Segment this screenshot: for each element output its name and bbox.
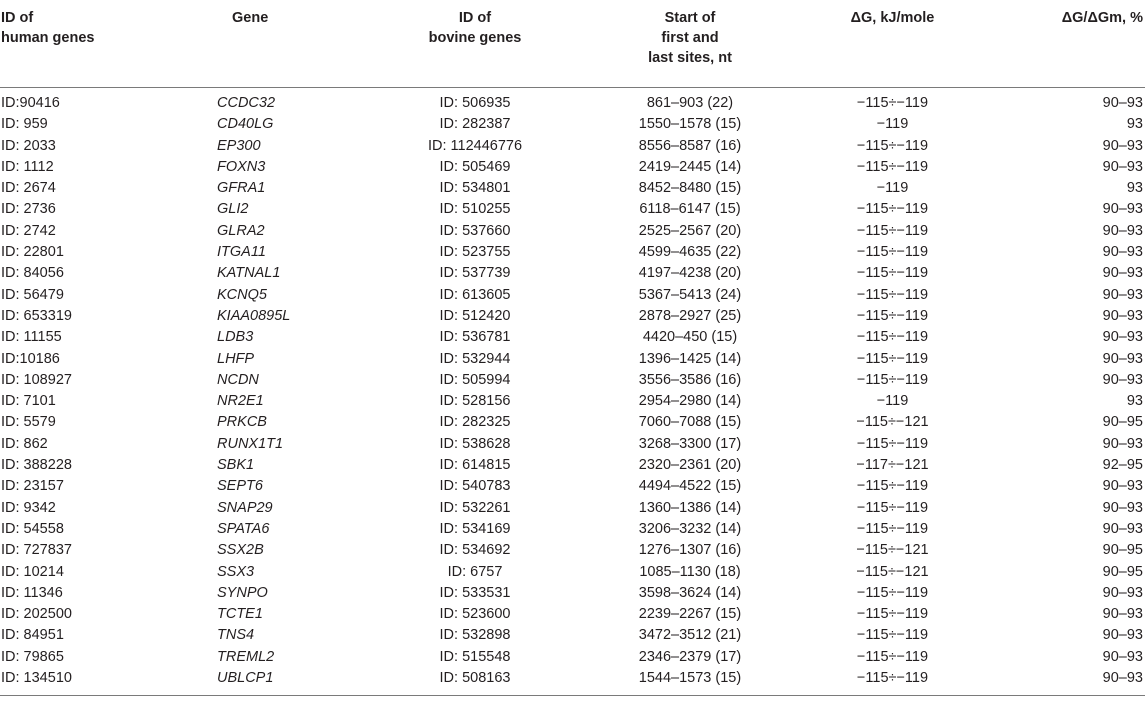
cell-bovine-id: ID: 523600 — [439, 606, 511, 623]
cell-bovine-id: ID: 613605 — [439, 286, 511, 303]
cell-gene: KCNQ5 — [217, 286, 267, 303]
table-row — [0, 540, 1145, 561]
cell-site-start: 8556–8587 (16) — [638, 137, 742, 154]
table-row — [0, 583, 1145, 604]
cell-site-start: 2346–2379 (17) — [638, 648, 742, 665]
cell-delta-g: −115÷−119 — [856, 670, 929, 687]
cell-bovine-id: ID: 536781 — [439, 329, 511, 346]
cell-gene: SSX3 — [217, 563, 255, 580]
cell-human-id: ID: 11155 — [1, 329, 62, 346]
cell-bovine-id: ID: 282325 — [439, 414, 511, 431]
table-row — [0, 434, 1145, 455]
cell-bovine-id: ID: 537739 — [439, 265, 511, 282]
cell-human-id: ID: 2736 — [1, 201, 56, 218]
table-row — [0, 306, 1145, 327]
cell-site-start: 1085–1130 (18) — [639, 563, 741, 580]
cell-bovine-id: ID: 532261 — [439, 499, 511, 516]
cell-delta-g: −115÷−121 — [856, 542, 929, 559]
table-row — [0, 391, 1145, 412]
cell-site-start: 4197–4238 (20) — [638, 265, 742, 282]
cell-delta-g: −115÷−121 — [856, 563, 929, 580]
cell-human-id: ID: 84951 — [1, 627, 64, 644]
cell-site-start: 3556–3586 (16) — [638, 371, 742, 388]
cell-delta-g: −115÷−119 — [856, 265, 929, 282]
cell-human-id: ID: 108927 — [1, 371, 72, 388]
table-row — [0, 93, 1145, 114]
header-delta-g-ratio: ΔG/ΔGm, % — [1061, 10, 1143, 26]
table-row — [0, 242, 1145, 263]
cell-human-id: ID: 2033 — [1, 137, 56, 154]
cell-delta-g-ratio: 93 — [1126, 393, 1143, 410]
cell-gene: TCTE1 — [217, 606, 263, 623]
table-row — [0, 114, 1145, 135]
table-row — [0, 263, 1145, 284]
cell-site-start: 1276–1307 (16) — [638, 542, 742, 559]
cell-gene: CCDC32 — [217, 95, 276, 111]
cell-delta-g: −115÷−121 — [856, 414, 929, 431]
cell-gene: GFRA1 — [217, 180, 266, 197]
cell-human-id: ID: 1112 — [1, 158, 54, 175]
cell-delta-g-ratio: 90–95 — [1102, 563, 1143, 580]
cell-delta-g-ratio: 90–93 — [1102, 584, 1143, 601]
cell-site-start: 1544–1573 (15) — [638, 670, 742, 687]
table-row — [0, 285, 1145, 306]
cell-site-start: 1550–1578 (15) — [638, 116, 742, 133]
table-row — [0, 625, 1145, 646]
table-row — [0, 604, 1145, 625]
cell-delta-g-ratio: 92–95 — [1102, 457, 1143, 474]
cell-site-start: 1360–1386 (14) — [638, 499, 742, 516]
cell-delta-g-ratio: 90–93 — [1102, 95, 1143, 111]
cell-human-id: ID:90416 — [1, 95, 60, 111]
cell-site-start: 4494–4522 (15) — [638, 478, 742, 495]
cell-delta-g: −115÷−119 — [856, 350, 929, 367]
cell-delta-g: −119 — [876, 180, 909, 197]
cell-gene: GLI2 — [217, 201, 249, 218]
cell-bovine-id: ID: 537660 — [439, 222, 511, 239]
cell-delta-g-ratio: 90–93 — [1102, 499, 1143, 516]
cell-delta-g-ratio: 93 — [1126, 180, 1143, 197]
cell-gene: SBK1 — [217, 457, 255, 474]
table-row — [0, 668, 1145, 689]
cell-delta-g: −115÷−119 — [856, 499, 929, 516]
cell-bovine-id: ID: 508163 — [439, 670, 511, 687]
cell-human-id: ID: 2742 — [1, 222, 56, 239]
cell-delta-g: −115÷−119 — [856, 371, 929, 388]
cell-human-id: ID: 22801 — [1, 244, 64, 261]
cell-delta-g: −115÷−119 — [856, 435, 929, 452]
cell-gene: LDB3 — [217, 329, 254, 346]
cell-human-id: ID: 7101 — [1, 393, 56, 410]
cell-bovine-id: ID: 534801 — [439, 180, 511, 197]
table-row — [0, 519, 1145, 540]
cell-bovine-id: ID: 532898 — [439, 627, 511, 644]
cell-gene: KATNAL1 — [217, 265, 281, 282]
header-human-gene-id: ID of human genes — [1, 10, 95, 46]
cell-delta-g-ratio: 90–93 — [1102, 307, 1143, 324]
table-row — [0, 221, 1145, 242]
cell-delta-g: −115÷−119 — [856, 201, 929, 218]
cell-bovine-id: ID: 282387 — [439, 116, 511, 133]
cell-bovine-id: ID: 112446776 — [427, 137, 523, 154]
cell-bovine-id: ID: 505994 — [439, 371, 511, 388]
cell-human-id: ID: 862 — [1, 435, 48, 452]
cell-gene: RUNX1T1 — [217, 435, 284, 452]
cell-bovine-id: ID: 534692 — [439, 542, 511, 559]
cell-gene: NR2E1 — [217, 393, 264, 410]
header-bovine-gene-id: ID of bovine genes — [428, 10, 522, 46]
cell-human-id: ID: 54558 — [1, 520, 64, 537]
cell-bovine-id: ID: 515548 — [439, 648, 511, 665]
table-header — [0, 0, 1145, 87]
cell-gene: SYNPO — [217, 584, 268, 601]
cell-site-start: 2239–2267 (15) — [638, 606, 742, 623]
cell-human-id: ID: 5579 — [1, 414, 56, 431]
cell-site-start: 3268–3300 (17) — [638, 435, 742, 452]
table-row — [0, 562, 1145, 583]
table-row — [0, 647, 1145, 668]
cell-site-start: 4599–4635 (22) — [638, 244, 742, 261]
cell-site-start: 2419–2445 (14) — [638, 158, 742, 175]
cell-delta-g-ratio: 90–93 — [1102, 350, 1143, 367]
cell-site-start: 3598–3624 (14) — [638, 584, 742, 601]
cell-gene: PRKCB — [217, 414, 267, 431]
header-site-start: Start of first and last sites, nt — [648, 10, 732, 66]
cell-human-id: ID:10186 — [1, 350, 60, 367]
cell-delta-g: −115÷−119 — [856, 95, 929, 111]
cell-bovine-id: ID: 614815 — [439, 457, 511, 474]
cell-bovine-id: ID: 533531 — [439, 584, 511, 601]
table-row — [0, 476, 1145, 497]
cell-delta-g-ratio: 90–95 — [1102, 414, 1143, 431]
cell-site-start: 8452–8480 (15) — [638, 180, 742, 197]
cell-site-start: 2878–2927 (25) — [638, 307, 742, 324]
cell-delta-g-ratio: 90–95 — [1102, 542, 1143, 559]
cell-delta-g: −115÷−119 — [856, 606, 929, 623]
table-row — [0, 349, 1145, 370]
cell-gene: CD40LG — [217, 116, 274, 133]
cell-bovine-id: ID: 6757 — [447, 563, 503, 580]
cell-delta-g-ratio: 90–93 — [1102, 137, 1143, 154]
cell-gene: TNS4 — [217, 627, 255, 644]
cell-gene: NCDN — [217, 371, 259, 388]
cell-site-start: 3206–3232 (14) — [638, 520, 742, 537]
cell-human-id: ID: 79865 — [1, 648, 64, 665]
cell-delta-g-ratio: 90–93 — [1102, 244, 1143, 261]
cell-site-start: 6118–6147 (15) — [639, 201, 741, 218]
cell-delta-g: −115÷−119 — [856, 158, 929, 175]
table-row — [0, 327, 1145, 348]
cell-site-start: 2954–2980 (14) — [638, 393, 742, 410]
cell-bovine-id: ID: 506935 — [439, 95, 511, 111]
cell-delta-g: −117÷−121 — [856, 457, 929, 474]
cell-bovine-id: ID: 510255 — [439, 201, 511, 218]
table-row — [0, 157, 1145, 178]
cell-delta-g: −115÷−119 — [856, 520, 929, 537]
cell-delta-g-ratio: 90–93 — [1102, 371, 1143, 388]
cell-delta-g-ratio: 90–93 — [1102, 265, 1143, 282]
cell-delta-g: −115÷−119 — [856, 584, 929, 601]
cell-delta-g: −115÷−119 — [856, 329, 929, 346]
cell-bovine-id: ID: 534169 — [439, 520, 511, 537]
table-row — [0, 498, 1145, 519]
cell-delta-g-ratio: 90–93 — [1102, 670, 1143, 687]
cell-delta-g: −115÷−119 — [856, 137, 929, 154]
cell-human-id: ID: 388228 — [1, 457, 72, 474]
table-row — [0, 412, 1145, 433]
cell-delta-g-ratio: 90–93 — [1102, 606, 1143, 623]
cell-site-start: 2320–2361 (20) — [638, 457, 742, 474]
table-body — [0, 88, 1145, 689]
cell-human-id: ID: 202500 — [1, 606, 72, 623]
cell-delta-g: −115÷−119 — [856, 627, 929, 644]
cell-delta-g: −115÷−119 — [856, 244, 929, 261]
cell-delta-g: −115÷−119 — [856, 286, 929, 303]
cell-site-start: 1396–1425 (14) — [638, 350, 742, 367]
cell-human-id: ID: 134510 — [1, 670, 72, 687]
cell-gene: KIAA0895L — [217, 307, 291, 324]
cell-human-id: ID: 727837 — [1, 542, 72, 559]
cell-delta-g: −119 — [876, 393, 909, 410]
cell-site-start: 4420–450 (15) — [642, 329, 738, 346]
cell-human-id: ID: 56479 — [1, 286, 64, 303]
cell-gene: ITGA11 — [217, 244, 266, 261]
header-delta-g: ΔG, kJ/mole — [850, 10, 935, 26]
header-gene: Gene — [232, 10, 269, 26]
cell-gene: SNAP29 — [217, 499, 273, 516]
cell-site-start: 2525–2567 (20) — [638, 222, 742, 239]
cell-human-id: ID: 9342 — [1, 499, 56, 516]
table-row — [0, 178, 1145, 199]
cell-bovine-id: ID: 512420 — [439, 307, 511, 324]
bottom-divider — [0, 695, 1145, 696]
cell-bovine-id: ID: 505469 — [439, 158, 511, 175]
cell-delta-g: −119 — [876, 116, 909, 133]
cell-human-id: ID: 959 — [1, 116, 48, 133]
cell-site-start: 3472–3512 (21) — [638, 627, 742, 644]
cell-human-id: ID: 653319 — [1, 307, 72, 324]
cell-bovine-id: ID: 540783 — [439, 478, 511, 495]
cell-bovine-id: ID: 523755 — [439, 244, 511, 261]
cell-delta-g-ratio: 90–93 — [1102, 286, 1143, 303]
cell-gene: TREML2 — [217, 648, 275, 665]
cell-gene: SPATA6 — [217, 520, 270, 537]
cell-site-start: 861–903 (22) — [646, 95, 734, 111]
cell-delta-g-ratio: 90–93 — [1102, 478, 1143, 495]
table-row — [0, 370, 1145, 391]
cell-delta-g-ratio: 90–93 — [1102, 201, 1143, 218]
cell-bovine-id: ID: 532944 — [439, 350, 511, 367]
cell-delta-g-ratio: 90–93 — [1102, 435, 1143, 452]
cell-delta-g-ratio: 90–93 — [1102, 627, 1143, 644]
cell-gene: LHFP — [217, 350, 255, 367]
cell-delta-g: −115÷−119 — [856, 648, 929, 665]
table-row — [0, 199, 1145, 220]
cell-bovine-id: ID: 528156 — [439, 393, 511, 410]
cell-gene: FOXN3 — [217, 158, 266, 175]
cell-delta-g-ratio: 93 — [1126, 116, 1143, 133]
cell-human-id: ID: 84056 — [1, 265, 64, 282]
cell-delta-g: −115÷−119 — [856, 222, 929, 239]
cell-gene: SSX2B — [217, 542, 264, 559]
cell-human-id: ID: 11346 — [1, 584, 63, 601]
cell-human-id: ID: 10214 — [1, 563, 64, 580]
cell-delta-g-ratio: 90–93 — [1102, 158, 1143, 175]
cell-delta-g-ratio: 90–93 — [1102, 222, 1143, 239]
cell-delta-g-ratio: 90–93 — [1102, 329, 1143, 346]
cell-delta-g-ratio: 90–93 — [1102, 648, 1143, 665]
cell-gene: UBLCP1 — [217, 670, 274, 687]
cell-gene: SEPT6 — [217, 478, 263, 495]
cell-bovine-id: ID: 538628 — [439, 435, 511, 452]
cell-human-id: ID: 2674 — [1, 180, 56, 197]
cell-site-start: 5367–5413 (24) — [638, 286, 742, 303]
cell-site-start: 7060–7088 (15) — [638, 414, 742, 431]
cell-human-id: ID: 23157 — [1, 478, 64, 495]
cell-gene: EP300 — [217, 137, 261, 154]
cell-gene: GLRA2 — [217, 222, 265, 239]
cell-delta-g: −115÷−119 — [856, 307, 929, 324]
table-row — [0, 136, 1145, 157]
cell-delta-g-ratio: 90–93 — [1102, 520, 1143, 537]
cell-delta-g: −115÷−119 — [856, 478, 929, 495]
table-row — [0, 455, 1145, 476]
